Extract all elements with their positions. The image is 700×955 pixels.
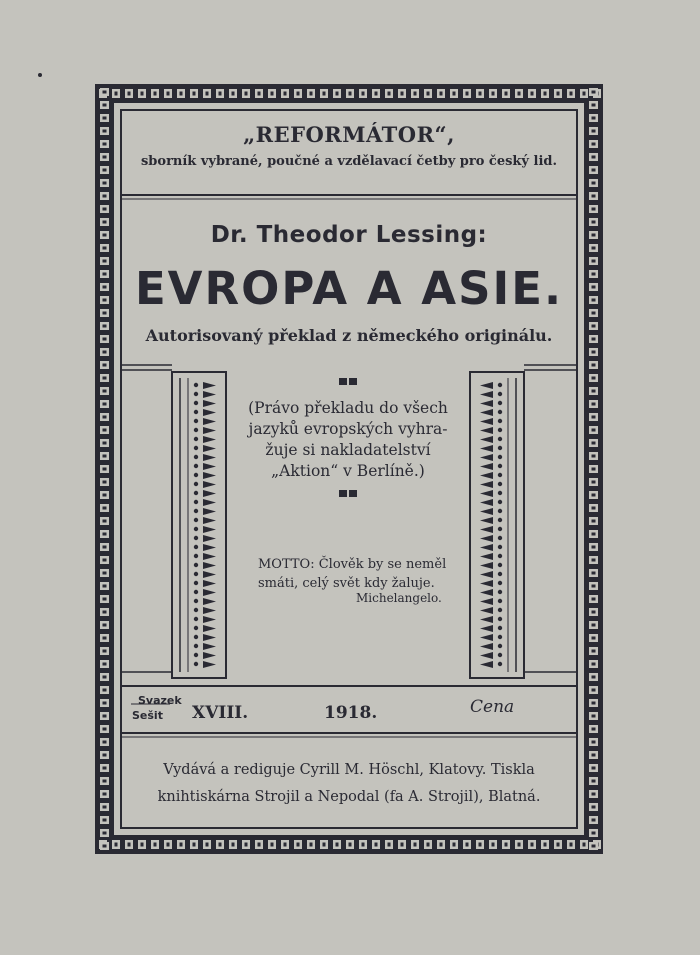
column-tile: [498, 437, 502, 441]
border-tile: [103, 728, 107, 731]
border-tile: [103, 832, 107, 835]
border-tile: [592, 416, 596, 419]
border-tile: [592, 845, 596, 848]
border-tile: [414, 843, 417, 847]
column-tile: [498, 662, 502, 666]
column-tile: [194, 554, 198, 558]
column-tile: [194, 635, 198, 639]
border-tile: [592, 819, 596, 822]
column-tile: [498, 491, 502, 495]
column-tile: [498, 482, 502, 486]
border-tile: [388, 92, 391, 96]
border-tile: [103, 507, 107, 510]
volume-labels: [132, 695, 182, 722]
border-tile: [232, 843, 235, 847]
border-tile: [592, 533, 596, 536]
border-tile: [557, 843, 560, 847]
border-tile: [592, 286, 596, 289]
border-tile: [103, 533, 107, 536]
border-tile: [103, 208, 107, 211]
border-tile: [479, 843, 482, 847]
border-tile: [103, 572, 107, 575]
border-tile: [440, 843, 443, 847]
author-name: Dr. Theodor Lessing:: [210, 222, 488, 248]
border-tile: [103, 104, 107, 107]
border-tile: [154, 843, 157, 847]
border-tile: [284, 843, 287, 847]
border-tile: [401, 843, 404, 847]
column-tile: [498, 608, 502, 612]
border-tile: [592, 585, 596, 588]
border-tile: [103, 429, 107, 432]
border-tile: [115, 92, 118, 96]
column-tile: [498, 617, 502, 621]
border-tile: [103, 195, 107, 198]
border-tile: [592, 182, 596, 185]
column-tile: [194, 500, 198, 504]
border-tile: [453, 92, 456, 96]
border-tile: [592, 572, 596, 575]
border-tile: [310, 92, 313, 96]
border-tile: [592, 507, 596, 510]
border-tile: [592, 325, 596, 328]
border-tile: [103, 845, 107, 848]
border-tile: [592, 754, 596, 757]
border-tile: [592, 559, 596, 562]
border-tile: [103, 169, 107, 172]
rights-line: jazyků evropských vyhra-: [248, 420, 448, 438]
border-tile: [505, 843, 508, 847]
border-tile: [592, 494, 596, 497]
column-tile: [194, 509, 198, 513]
border-tile: [103, 780, 107, 783]
border-tile: [583, 92, 586, 96]
column-tile: [498, 500, 502, 504]
column-tile: [194, 608, 198, 612]
border-tile: [592, 273, 596, 276]
border-tile: [103, 117, 107, 120]
border-tile: [103, 442, 107, 445]
border-tile: [592, 338, 596, 341]
border-tile: [141, 92, 144, 96]
border-tile: [103, 416, 107, 419]
border-tile: [180, 843, 183, 847]
border-tile: [592, 806, 596, 809]
column-tile: [498, 572, 502, 576]
column-tile: [498, 419, 502, 423]
border-tile: [336, 92, 339, 96]
border-tile: [592, 702, 596, 705]
border-tile: [362, 92, 365, 96]
border-tile: [592, 637, 596, 640]
column-tile: [194, 482, 198, 486]
border-tile: [103, 520, 107, 523]
border-tile: [531, 92, 534, 96]
border-tile: [388, 843, 391, 847]
border-tile: [592, 520, 596, 523]
border-tile: [592, 234, 596, 237]
border-tile: [592, 767, 596, 770]
border-tile: [336, 843, 339, 847]
border-tile: [103, 494, 107, 497]
column-tile: [194, 572, 198, 576]
border-tile: [592, 780, 596, 783]
border-tile: [592, 117, 596, 120]
column-tile: [194, 653, 198, 657]
border-tile: [592, 156, 596, 159]
publisher-info: [121, 757, 577, 811]
column-tile: [194, 545, 198, 549]
border-tile: [466, 92, 469, 96]
column-tile: [498, 401, 502, 405]
motto-line: MOTTO: Člověk by se neměl: [258, 557, 447, 572]
rights-line: (Právo překladu do všech: [248, 399, 448, 417]
rights-line: „Aktion“ v Berlíně.): [271, 462, 425, 480]
border-tile: [245, 92, 248, 96]
border-tile: [570, 92, 573, 96]
border-tile: [349, 843, 352, 847]
border-tile: [592, 611, 596, 614]
border-tile: [103, 91, 107, 94]
border-tile: [592, 650, 596, 653]
border-tile: [103, 364, 107, 367]
border-tile: [349, 92, 352, 96]
border-tile: [583, 843, 586, 847]
border-tile: [557, 92, 560, 96]
border-tile: [505, 92, 508, 96]
motto-line: smáti, celý svět kdy žaluje.: [258, 576, 435, 591]
border-tile: [592, 364, 596, 367]
column-tile: [498, 626, 502, 630]
border-tile: [103, 715, 107, 718]
border-tile: [440, 92, 443, 96]
motto-author: Michelangelo.: [356, 591, 442, 605]
border-tile: [193, 843, 196, 847]
border-tile: [427, 92, 430, 96]
border-tile: [193, 92, 196, 96]
border-tile: [258, 92, 261, 96]
column-tile: [498, 590, 502, 594]
column-tile: [498, 518, 502, 522]
border-tile: [103, 156, 107, 159]
border-tile: [103, 377, 107, 380]
border-tile: [128, 92, 131, 96]
sesit-label: Sešit: [132, 709, 163, 722]
border-tile: [103, 819, 107, 822]
border-tile: [592, 793, 596, 796]
border-tile: [592, 312, 596, 315]
border-tile: [592, 91, 596, 94]
border-tile: [592, 468, 596, 471]
border-tile: [103, 793, 107, 796]
border-tile: [103, 455, 107, 458]
border-tile: [103, 247, 107, 250]
year: 1918.: [324, 703, 378, 723]
border-tile: [167, 843, 170, 847]
border-tile: [592, 676, 596, 679]
column-tile: [498, 509, 502, 513]
series-subtitle: sborník vybrané, poučné a vzdělavací četby pro český lid.: [140, 154, 558, 169]
border-tile: [103, 312, 107, 315]
column-tile: [194, 473, 198, 477]
border-tile: [592, 663, 596, 666]
border-tile: [103, 663, 107, 666]
column-tile: [498, 410, 502, 414]
border-tile: [103, 611, 107, 614]
border-tile: [245, 843, 248, 847]
border-tile: [592, 260, 596, 263]
border-tile: [592, 403, 596, 406]
column-tile: [194, 518, 198, 522]
border-tile: [310, 843, 313, 847]
border-tile: [103, 221, 107, 224]
column-tile: [498, 464, 502, 468]
border-tile: [592, 689, 596, 692]
border-tile: [271, 843, 274, 847]
border-tile: [258, 843, 261, 847]
border-tile: [103, 767, 107, 770]
column-tile: [194, 392, 198, 396]
border-tile: [180, 92, 183, 96]
column-tile: [498, 455, 502, 459]
border-tile: [103, 130, 107, 133]
border-tile: [167, 92, 170, 96]
border-tile: [531, 843, 534, 847]
column-tile: [194, 419, 198, 423]
border-tile: [103, 650, 107, 653]
volume-number: XVIII.: [192, 703, 249, 723]
border-tile: [103, 754, 107, 757]
border-tile: [414, 92, 417, 96]
publisher-line: Vydává a rediguje Cyrill M. Höschl, Klatovy. Tiskla: [163, 762, 535, 778]
publisher-line: knihtiskárna Strojil a Nepodal (fa A. Strojil), Blatná.: [157, 789, 541, 805]
border-tile: [103, 624, 107, 627]
border-tile: [375, 843, 378, 847]
column-tile: [194, 428, 198, 432]
column-tile: [498, 473, 502, 477]
column-tile: [194, 590, 198, 594]
border-tile: [592, 299, 596, 302]
border-tile: [592, 390, 596, 393]
border-tile: [103, 806, 107, 809]
border-tile: [219, 843, 222, 847]
column-tile: [498, 527, 502, 531]
border-tile: [592, 546, 596, 549]
border-tile: [103, 468, 107, 471]
border-tile: [103, 351, 107, 354]
column-tile: [498, 644, 502, 648]
rights-line: žuje si nakladatelství: [265, 441, 431, 459]
border-tile: [492, 92, 495, 96]
border-tile: [466, 843, 469, 847]
border-tile: [592, 715, 596, 718]
border-tile: [297, 843, 300, 847]
border-tile: [128, 843, 131, 847]
column-tile: [194, 455, 198, 459]
border-tile: [297, 92, 300, 96]
border-tile: [479, 92, 482, 96]
border-tile: [103, 637, 107, 640]
border-tile: [427, 843, 430, 847]
book-subtitle: Autorisovaný překlad z německého originálu.: [145, 326, 553, 345]
border-tile: [103, 403, 107, 406]
price-label: Cena: [470, 697, 515, 717]
rights-notice: [232, 398, 464, 482]
column-tile: [498, 536, 502, 540]
column-tile: [194, 644, 198, 648]
border-tile: [103, 598, 107, 601]
border-tile: [592, 429, 596, 432]
border-tile: [103, 390, 107, 393]
border-tile: [375, 92, 378, 96]
column-tile: [194, 491, 198, 495]
column-tile: [194, 599, 198, 603]
motto: [258, 555, 446, 593]
border-tile: [592, 221, 596, 224]
border-tile: [103, 338, 107, 341]
series-title: „REFORMÁTOR“,: [243, 122, 455, 147]
border-tile: [592, 169, 596, 172]
border-tile: [518, 92, 521, 96]
border-tile: [103, 585, 107, 588]
column-tile: [498, 581, 502, 585]
border-tile: [592, 741, 596, 744]
border-tile: [103, 546, 107, 549]
column-tile: [498, 635, 502, 639]
border-tile: [232, 92, 235, 96]
column-tile: [498, 392, 502, 396]
border-tile: [103, 234, 107, 237]
border-tile: [570, 843, 573, 847]
column-tile: [194, 527, 198, 531]
border-tile: [206, 92, 209, 96]
column-tile: [498, 563, 502, 567]
column-tile: [194, 410, 198, 414]
border-tile: [154, 92, 157, 96]
border-tile: [271, 92, 274, 96]
column-tile: [194, 626, 198, 630]
border-tile: [592, 143, 596, 146]
border-tile: [544, 843, 547, 847]
column-tile: [498, 599, 502, 603]
border-tile: [219, 92, 222, 96]
column-tile: [498, 428, 502, 432]
book-title: EVROPA A ASIE.: [134, 262, 564, 315]
column-tile: [194, 464, 198, 468]
svazek-label: Svazek: [138, 694, 182, 707]
border-tile: [401, 92, 404, 96]
border-tile: [592, 208, 596, 211]
border-tile: [592, 455, 596, 458]
column-tile: [194, 383, 198, 387]
border-tile: [453, 843, 456, 847]
border-tile: [592, 130, 596, 133]
column-tile: [194, 401, 198, 405]
border-tile: [103, 299, 107, 302]
border-tile: [103, 143, 107, 146]
border-tile: [592, 377, 596, 380]
border-tile: [103, 260, 107, 263]
border-tile: [115, 843, 118, 847]
border-tile: [103, 676, 107, 679]
border-tile: [592, 481, 596, 484]
border-tile: [592, 247, 596, 250]
border-tile: [103, 741, 107, 744]
column-tile: [194, 536, 198, 540]
column-tile: [498, 653, 502, 657]
border-tile: [141, 843, 144, 847]
column-tile: [498, 383, 502, 387]
border-tile: [323, 843, 326, 847]
column-tile: [194, 446, 198, 450]
border-tile: [592, 624, 596, 627]
border-tile: [103, 325, 107, 328]
border-tile: [592, 104, 596, 107]
border-tile: [592, 442, 596, 445]
border-tile: [492, 843, 495, 847]
border-tile: [592, 598, 596, 601]
border-tile: [592, 728, 596, 731]
column-tile: [194, 662, 198, 666]
border-tile: [103, 702, 107, 705]
border-tile: [284, 92, 287, 96]
border-tile: [323, 92, 326, 96]
border-tile: [103, 286, 107, 289]
column-tile: [498, 446, 502, 450]
border-tile: [103, 481, 107, 484]
column-tile: [498, 554, 502, 558]
border-tile: [592, 832, 596, 835]
border-tile: [103, 689, 107, 692]
column-tile: [498, 545, 502, 549]
column-tile: [194, 617, 198, 621]
paper-speck: [38, 73, 42, 77]
border-tile: [103, 559, 107, 562]
column-tile: [194, 581, 198, 585]
column-tile: [194, 563, 198, 567]
border-tile: [103, 273, 107, 276]
border-tile: [103, 182, 107, 185]
border-tile: [544, 92, 547, 96]
border-tile: [592, 351, 596, 354]
border-tile: [362, 843, 365, 847]
border-tile: [206, 843, 209, 847]
border-tile: [592, 195, 596, 198]
column-tile: [194, 437, 198, 441]
border-tile: [518, 843, 521, 847]
